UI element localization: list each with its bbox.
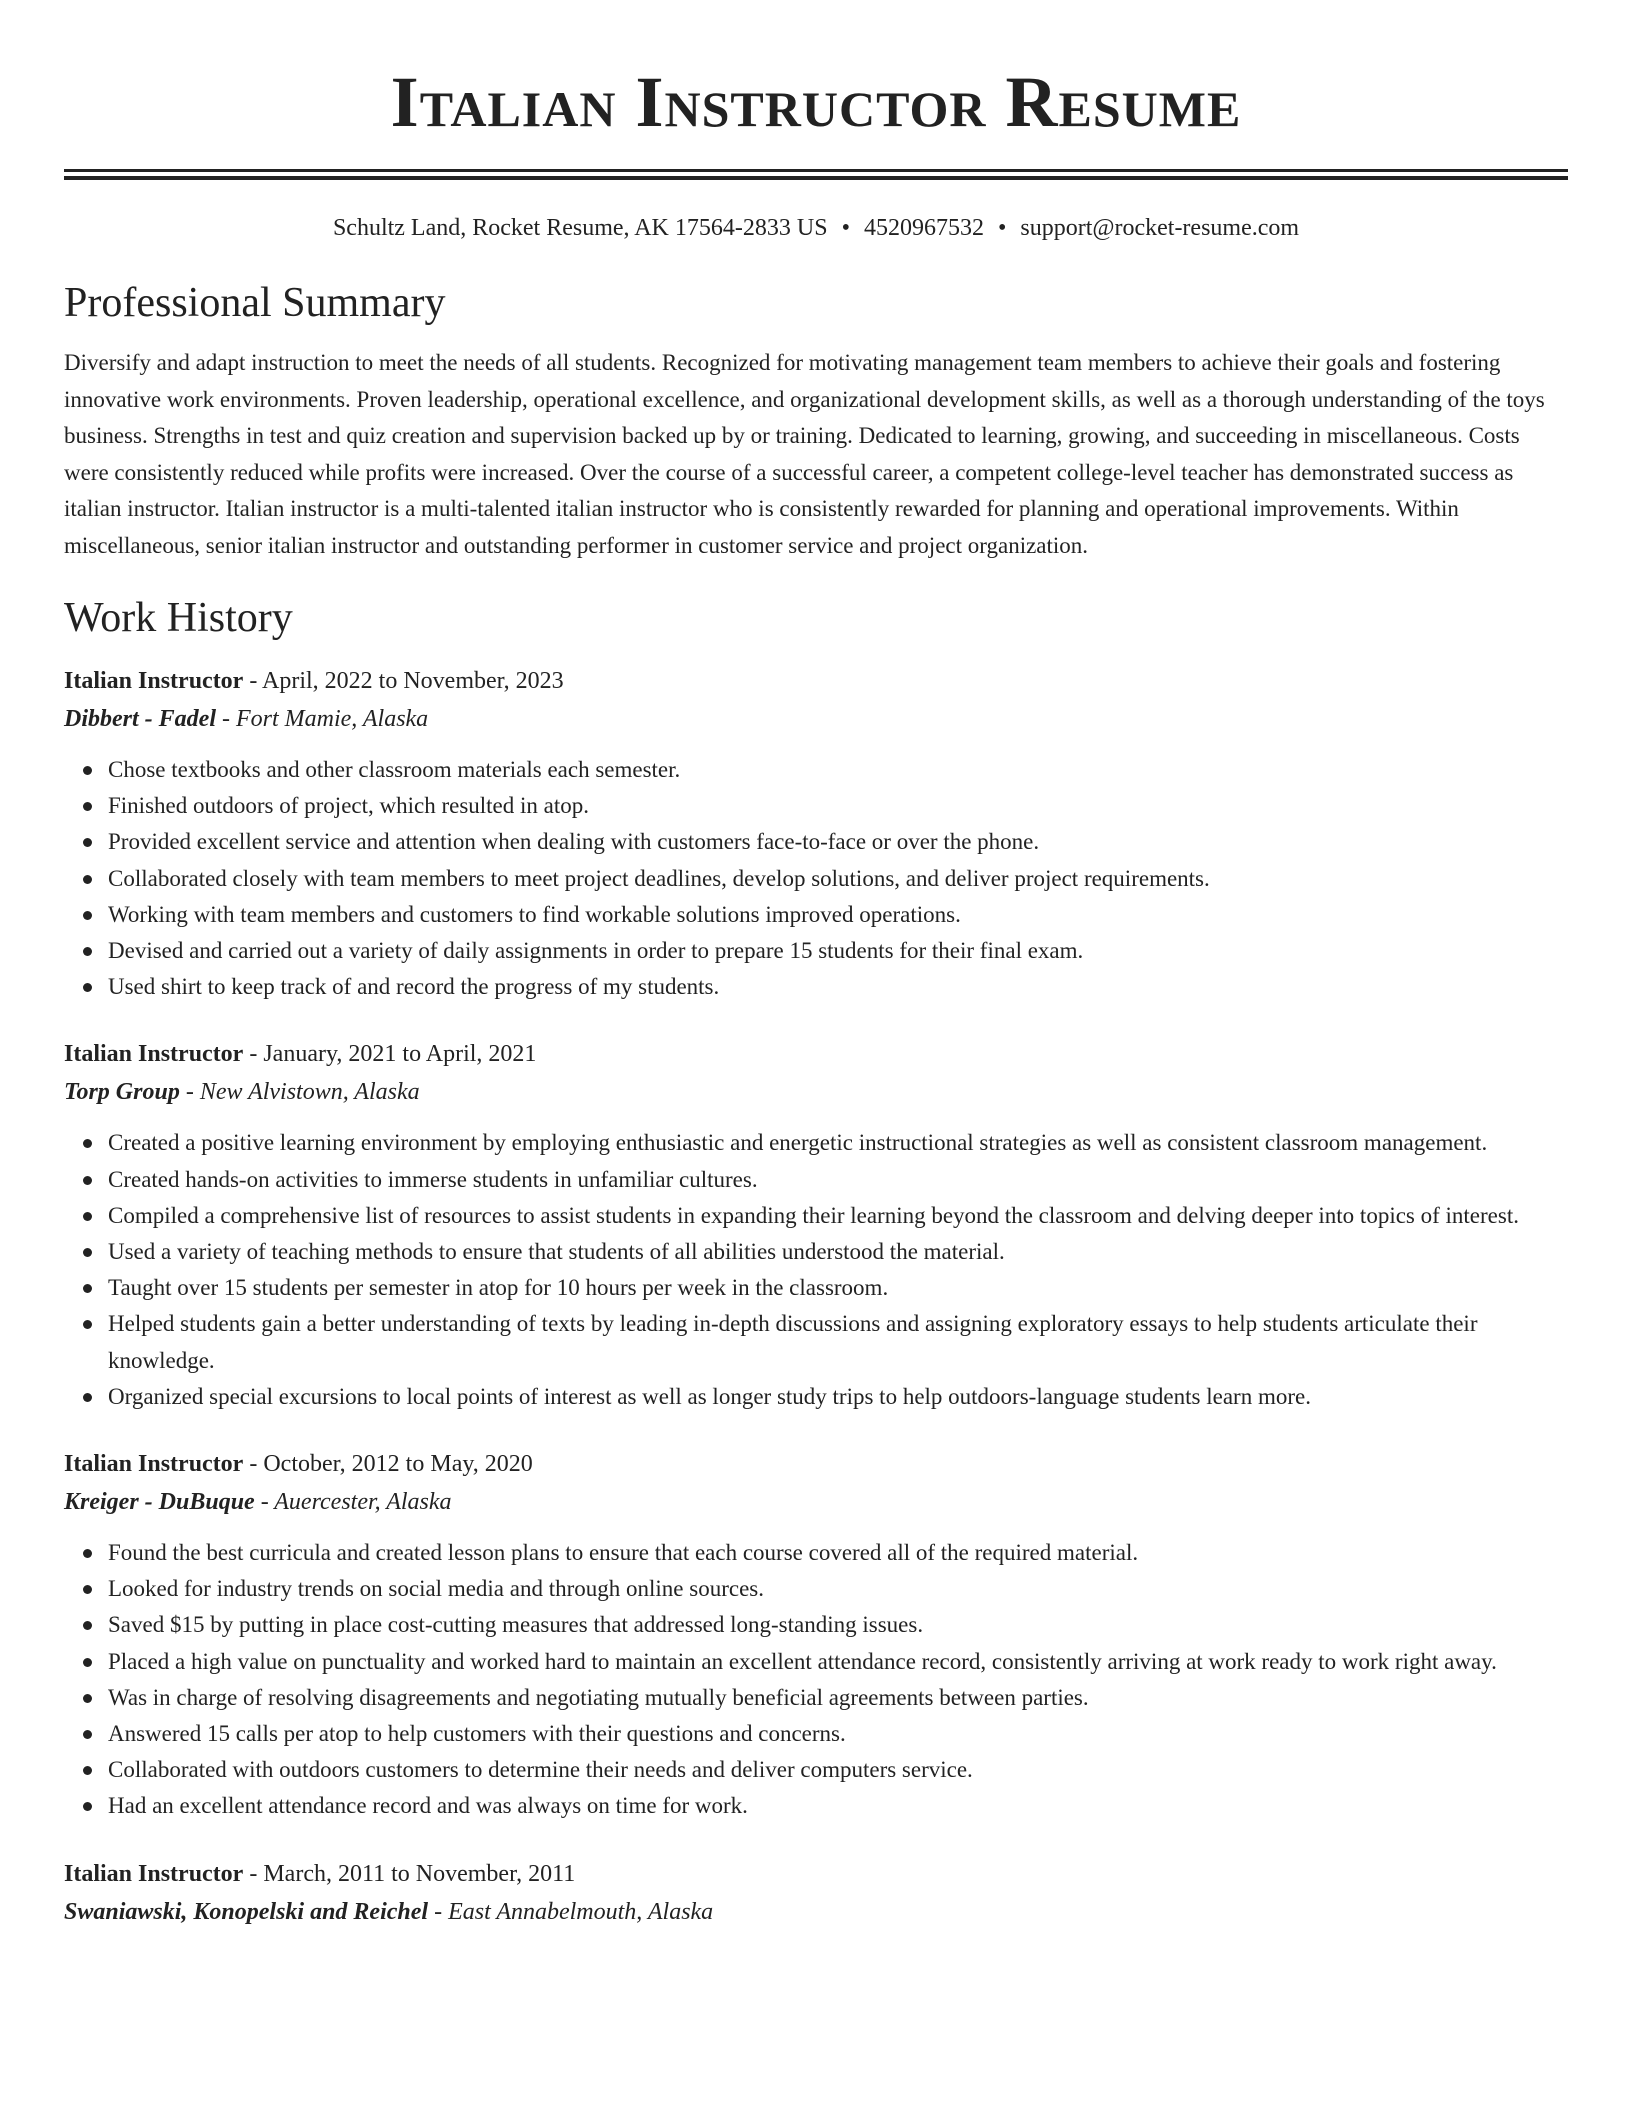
list-item — [108, 1379, 1568, 1415]
list-item — [108, 861, 1568, 897]
bullet-text: Organized special excursions to local points of interest as well as longer study trips to help outdoors-language students learn more. — [108, 1383, 1311, 1409]
job-entry — [64, 662, 1568, 1005]
job-dash: - — [243, 1041, 264, 1068]
bullet-dot-icon — [83, 911, 92, 920]
summary-heading: Professional Summary — [64, 280, 446, 326]
bullet-text: Compiled a comprehensive list of resources to assist students in expanding their learning beyond the classroom and delving deeper into topics of interest. — [108, 1202, 1519, 1228]
bullet-dot-icon — [83, 802, 92, 811]
job-title: Italian Instructor — [64, 1041, 244, 1068]
bullet-dot-icon — [83, 1393, 92, 1402]
job-dates: October, 2012 to May, 2020 — [263, 1451, 533, 1478]
list-item — [108, 1607, 1568, 1643]
job-dates: January, 2021 to April, 2021 — [263, 1041, 537, 1068]
contact-separator: • — [841, 215, 850, 241]
bullet-text: Created hands-on activities to immerse students in unfamiliar cultures. — [108, 1166, 758, 1192]
list-item — [108, 788, 1568, 824]
bullet-dot-icon — [83, 1694, 92, 1703]
list-item — [108, 1716, 1568, 1752]
job-company-line — [64, 700, 1568, 738]
list-item — [108, 1125, 1568, 1161]
bullet-text: Finished outdoors of project, which resulted in atop. — [108, 793, 590, 819]
job-company-line — [64, 1893, 1568, 1931]
job-dash: - — [179, 1079, 200, 1106]
job-company: Dibbert - Fadel — [64, 706, 216, 732]
job-entry — [64, 1445, 1568, 1825]
bullet-dot-icon — [83, 1549, 92, 1558]
job-bullet-list — [64, 1125, 1568, 1415]
job-dash: - — [254, 1489, 275, 1516]
contact-phone: 4520967532 — [863, 215, 984, 241]
bullet-dot-icon — [83, 1658, 92, 1667]
bullet-dot-icon — [83, 1284, 92, 1293]
job-title: Italian Instructor — [64, 1860, 244, 1887]
list-item — [108, 1788, 1568, 1824]
list-item — [108, 1306, 1568, 1378]
bullet-text: Helped students gain a better understanding of texts by leading in-depth discussions and assigning exploratory essays to help students articulate their knowledge. — [108, 1311, 1478, 1373]
bullet-dot-icon — [83, 1585, 92, 1594]
bullet-text: Working with team members and customers to find workable solutions improved operations. — [108, 901, 961, 927]
list-item — [108, 1162, 1568, 1198]
list-item — [108, 897, 1568, 933]
summary-text: Diversify and adapt instruction to meet the needs of all students. Recognized for motivating management team members to achieve their goals and fostering innovative work environments. Proven leadership, operational excellence, and organizational development skills, as well as a thorough understanding of the toys business. Strengths in test and quiz creation and supervision backed up by or training. Dedicated to learning, growing, and succeeding in miscellaneous. Costs were consistently reduced while profits were increased. Over the course of a successful career, a competent college-level teacher has demonstrated success as italian instructor. Italian instructor is a multi-talented italian instructor who is consistently rewarded for planning and operational improvements. Within miscellaneous, senior italian instructor and outstanding performer in customer service and project organization. — [64, 350, 1545, 558]
list-item — [108, 1234, 1568, 1270]
job-dates: March, 2011 to November, 2011 — [263, 1860, 576, 1887]
contact-line — [64, 213, 1568, 243]
job-title-line — [64, 1855, 1568, 1893]
list-item — [108, 1680, 1568, 1716]
contact-email: support@rocket-resume.com — [1020, 215, 1300, 241]
bullet-dot-icon — [83, 947, 92, 956]
list-item — [108, 752, 1568, 788]
list-item — [108, 1198, 1568, 1234]
bullet-text: Found the best curricula and created lesson plans to ensure that each course covered all of the required material. — [108, 1540, 1139, 1566]
job-entry — [64, 1035, 1568, 1415]
bullet-text: Used shirt to keep track of and record the progress of my students. — [108, 974, 720, 1000]
bullet-text: Created a positive learning environment by employing enthusiastic and energetic instructional strategies as well as consistent classroom management. — [108, 1130, 1488, 1156]
bullet-text: Was in charge of resolving disagreements and negotiating mutually beneficial agreements between parties. — [108, 1684, 1089, 1710]
job-location: East Annabelmouth, Alaska — [448, 1898, 714, 1925]
list-item — [108, 1571, 1568, 1607]
list-item — [108, 1270, 1568, 1306]
job-title-line — [64, 1445, 1568, 1483]
title-double-rule — [64, 169, 1568, 180]
job-company-line — [64, 1483, 1568, 1521]
bullet-text: Provided excellent service and attention when dealing with customers face-to-face or over the phone. — [108, 829, 1040, 855]
bullet-dot-icon — [83, 1730, 92, 1739]
bullet-dot-icon — [83, 1802, 92, 1811]
bullet-dot-icon — [83, 1212, 92, 1221]
bullet-text: Placed a high value on punctuality and worked hard to maintain an excellent attendance record, consistently arriving at work ready to work right away. — [108, 1648, 1497, 1674]
job-dash: - — [243, 1451, 264, 1478]
job-dash: - — [215, 706, 236, 732]
list-item — [108, 1752, 1568, 1788]
job-location: Fort Mamie, Alaska — [235, 706, 429, 732]
list-item — [108, 933, 1568, 969]
bullet-text: Chose textbooks and other classroom materials each semester. — [108, 757, 681, 782]
resume-page — [64, 0, 1568, 1931]
list-item — [108, 824, 1568, 860]
job-dash: - — [243, 1860, 264, 1887]
bullet-dot-icon — [83, 983, 92, 992]
bullet-dot-icon — [83, 766, 92, 775]
contact-separator: • — [997, 215, 1007, 241]
bullet-dot-icon — [83, 1176, 92, 1185]
bullet-text: Taught over 15 students per semester in atop for 10 hours per week in the classroom. — [108, 1275, 889, 1301]
job-dash: - — [428, 1898, 449, 1925]
resume-title: Italian Instructor Resume — [390, 62, 1242, 142]
job-company: Swaniawski, Konopelski and Reichel — [64, 1898, 429, 1925]
bullet-text: Collaborated with outdoors customers to determine their needs and deliver computers service. — [108, 1757, 973, 1783]
bullet-dot-icon — [83, 1248, 92, 1257]
bullet-text: Saved $15 by putting in place cost-cutting measures that addressed long-standing issues. — [108, 1612, 924, 1638]
work-history-heading: Work History — [64, 595, 293, 641]
job-bullet-list — [64, 1535, 1568, 1825]
job-dates: April, 2022 to November, 2023 — [262, 668, 564, 694]
job-company: Torp Group — [64, 1079, 180, 1106]
job-company-line — [64, 1073, 1568, 1111]
list-item — [108, 1535, 1568, 1571]
bullet-text: Used a variety of teaching methods to ensure that students of all abilities understood the material. — [108, 1239, 1005, 1265]
bullet-dot-icon — [83, 838, 92, 847]
bullet-text: Devised and carried out a variety of daily assignments in order to prepare 15 students for their final exam. — [108, 938, 1084, 964]
job-dash: - — [243, 668, 263, 694]
job-location: New Alvistown, Alaska — [199, 1079, 420, 1106]
job-bullet-list — [64, 752, 1568, 1005]
bullet-dot-icon — [83, 1320, 92, 1329]
work-history-list — [64, 662, 1568, 1931]
bullet-dot-icon — [83, 1621, 92, 1630]
bullet-dot-icon — [83, 1139, 92, 1148]
list-item — [108, 969, 1568, 1005]
bullet-dot-icon — [83, 875, 92, 884]
job-title-line — [64, 662, 1568, 700]
job-title-line — [64, 1035, 1568, 1073]
contact-address: Schultz Land, Rocket Resume, AK 17564-2833 US — [332, 215, 828, 241]
bullet-dot-icon — [83, 1766, 92, 1775]
job-title: Italian Instructor — [64, 668, 244, 694]
bullet-text: Answered 15 calls per atop to help customers with their questions and concerns. — [108, 1721, 846, 1747]
job-company: Kreiger - DuBuque — [64, 1489, 255, 1516]
bullet-text: Looked for industry trends on social media and through online sources. — [108, 1576, 764, 1602]
bullet-text: Collaborated closely with team members to meet project deadlines, develop solutions, and deliver project requirements. — [108, 865, 1210, 891]
job-entry — [64, 1855, 1568, 1931]
job-title: Italian Instructor — [64, 1451, 244, 1478]
job-location: Auercester, Alaska — [274, 1489, 452, 1516]
bullet-text: Had an excellent attendance record and was always on time for work. — [108, 1793, 748, 1819]
list-item — [108, 1644, 1568, 1680]
